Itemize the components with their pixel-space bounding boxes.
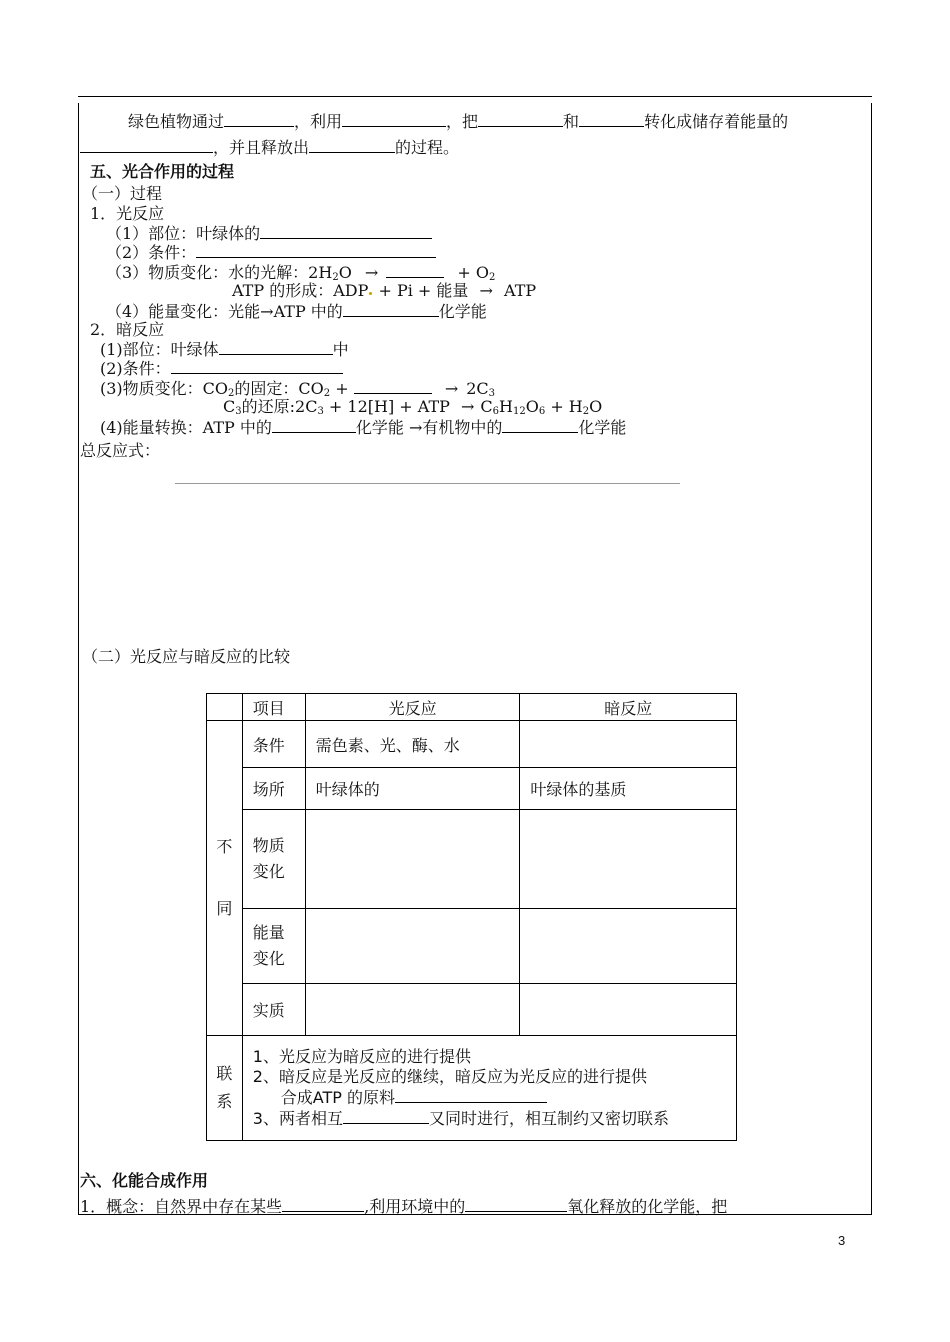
cell-dark[interactable] (520, 721, 737, 768)
table-row (207, 810, 737, 909)
row-label: 物质变化 (242, 810, 305, 909)
comparison-title: （二）光反应与暗反应的比较 (82, 647, 291, 666)
table-row (207, 984, 737, 1036)
blank[interactable] (272, 417, 356, 433)
total-equation-line[interactable] (175, 483, 680, 484)
blank[interactable] (502, 417, 578, 433)
blank[interactable] (224, 111, 294, 127)
section5-title: 五、光合作用的过程 (90, 162, 235, 181)
cell-light[interactable]: 叶绿体的 (305, 768, 520, 810)
relation-label: 联 系 (207, 1036, 243, 1141)
cell-light[interactable]: 需色素、光、酶、水 (305, 721, 520, 768)
header-item: 项目 (242, 694, 305, 721)
row-label: 实质 (242, 984, 305, 1036)
blank[interactable] (343, 301, 439, 317)
blank[interactable] (354, 378, 432, 394)
cell-light[interactable] (305, 984, 520, 1036)
total-equation-label: 总反应式： (80, 441, 161, 460)
row-label: 能量变化 (242, 909, 305, 984)
cell-dark[interactable] (520, 984, 737, 1036)
dark-energy: (4)能量转换：ATP 中的 化学能 →有机物中的 化学能 (100, 418, 627, 437)
table-header-row (207, 694, 737, 721)
dark-reduction: $C_3$的还原$:2C_3 + 12[H]$ + ATP → $C_6H_{12}O_6 + H_2O$ (223, 397, 603, 417)
light-matter-water: （3）物质变化：水的光解：$2H_2O$ → + $O_2$ (106, 263, 496, 283)
light-reaction-title: 1．光反应 (90, 204, 165, 223)
dark-condition: (2)条件： (100, 358, 343, 379)
corner-cell (207, 694, 243, 721)
process-subtitle: （一）过程 (82, 184, 163, 203)
blank[interactable] (465, 1196, 567, 1212)
blank[interactable] (395, 1087, 547, 1103)
cell-light[interactable] (305, 909, 520, 984)
table-row (207, 768, 737, 810)
light-condition: （2）条件： (106, 242, 436, 263)
blank[interactable] (196, 242, 436, 258)
header-dark: 暗反应 (520, 694, 737, 721)
relation-row (207, 1036, 737, 1141)
cell-dark[interactable]: 叶绿体的基质 (520, 768, 737, 810)
relation-content: 1、光反应为暗反应的进行提供 2、暗反应是光反应的继续，暗反应为光反应的进行提供 合成ATP 的原料 3、两者相互 又同时进行，相互制约又密切联系 (242, 1036, 736, 1141)
header-rule (78, 96, 872, 97)
blank[interactable] (260, 223, 432, 239)
dark-location: (1)部位：叶绿体 中 (100, 340, 349, 359)
blank[interactable] (478, 111, 563, 127)
page-number: 3 (838, 1233, 846, 1248)
table-row (207, 721, 737, 768)
light-location: （1）部位：叶绿体的 (106, 223, 432, 244)
blank[interactable] (171, 358, 343, 374)
row-label: 条件 (242, 721, 305, 768)
highlight-dot (369, 292, 372, 295)
blank[interactable] (386, 262, 444, 278)
light-atp-formation: ATP 的形成：ADP + Pi + 能量 → ATP (232, 281, 537, 300)
cell-light[interactable] (305, 810, 520, 909)
table-row (207, 909, 737, 984)
blank[interactable] (309, 137, 395, 153)
row-label: 场所 (242, 768, 305, 810)
difference-label: 不 同 (207, 721, 243, 1036)
header-light: 光反应 (305, 694, 520, 721)
cell-dark[interactable] (520, 810, 737, 909)
section6-title: 六、化能合成作用 (80, 1171, 209, 1190)
section6-concept: 1．概念：自然界中存在某些 ,利用环境中的 氧化释放的化学能，把 (80, 1197, 728, 1216)
intro-line-2: ，并且释放出 的过程。 (80, 137, 459, 158)
blank[interactable] (282, 1196, 364, 1212)
blank[interactable] (80, 137, 213, 153)
light-energy: （4）能量变化：光能→ATP 中的 化学能 (106, 302, 487, 321)
blank[interactable] (219, 339, 333, 355)
intro-line-1: 绿色植物通过 ，利用 ，把 和 转化成储存着能量的 (128, 112, 789, 131)
dark-reaction-title: 2．暗反应 (90, 320, 165, 339)
blank[interactable] (579, 111, 644, 127)
cell-dark[interactable] (520, 909, 737, 984)
comparison-table (206, 693, 737, 1141)
blank[interactable] (342, 111, 446, 127)
blank[interactable] (343, 1108, 429, 1124)
dark-fixation: (3)物质变化：$CO_2$的固定：$CO_2$ + → $2C_3$ (100, 379, 496, 399)
